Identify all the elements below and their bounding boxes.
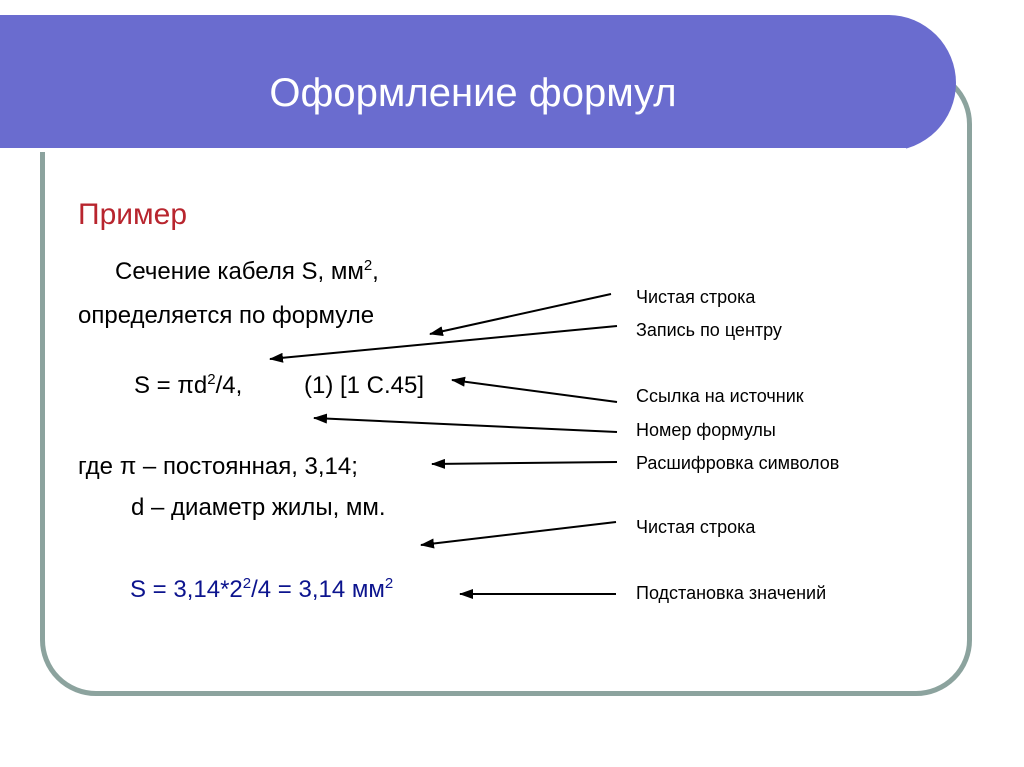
- substitution-right: /4 = 3,14 мм: [251, 576, 385, 603]
- example-heading: Пример: [78, 198, 187, 231]
- arrow-symbol-decoding: [432, 462, 617, 464]
- line1-text: Сечение кабеля S, мм: [115, 258, 364, 285]
- text-line-determined: определяется по формуле: [78, 302, 375, 329]
- substitution-left: S = 3,14*2: [130, 576, 243, 603]
- line1-superscript: 2: [363, 257, 373, 274]
- line1-tail: ,: [372, 258, 379, 285]
- arrow-clean-line-1: [430, 294, 611, 334]
- annotation-centered: Запись по центру: [636, 320, 782, 340]
- formula-superscript: 2: [207, 371, 216, 388]
- where-line: где π – постоянная, 3,14;: [78, 453, 358, 480]
- formula-reference: (1) [1 С.45]: [304, 372, 425, 399]
- arrow-clean-line-2: [421, 522, 616, 545]
- annotation-substitution: Подстановка значений: [636, 583, 827, 603]
- annotation-clean-line-1: Чистая строка: [636, 287, 756, 307]
- formula-right: /4,: [215, 372, 243, 399]
- annotation-symbol-decoding: Расшифровка символов: [636, 453, 840, 473]
- substitution-superscript-1: 2: [242, 575, 252, 592]
- arrow-source-ref: [452, 380, 617, 402]
- annotation-source-ref: Ссылка на источник: [636, 386, 804, 406]
- formula-left: S = πd: [134, 372, 208, 399]
- diameter-line: d – диаметр жилы, мм.: [131, 494, 386, 521]
- arrow-formula-number: [314, 418, 617, 432]
- slide-title: Оформление формул: [269, 71, 677, 115]
- annotation-clean-line-2: Чистая строка: [636, 517, 756, 537]
- substitution-superscript-2: 2: [384, 575, 394, 592]
- annotation-formula-number: Номер формулы: [636, 420, 776, 440]
